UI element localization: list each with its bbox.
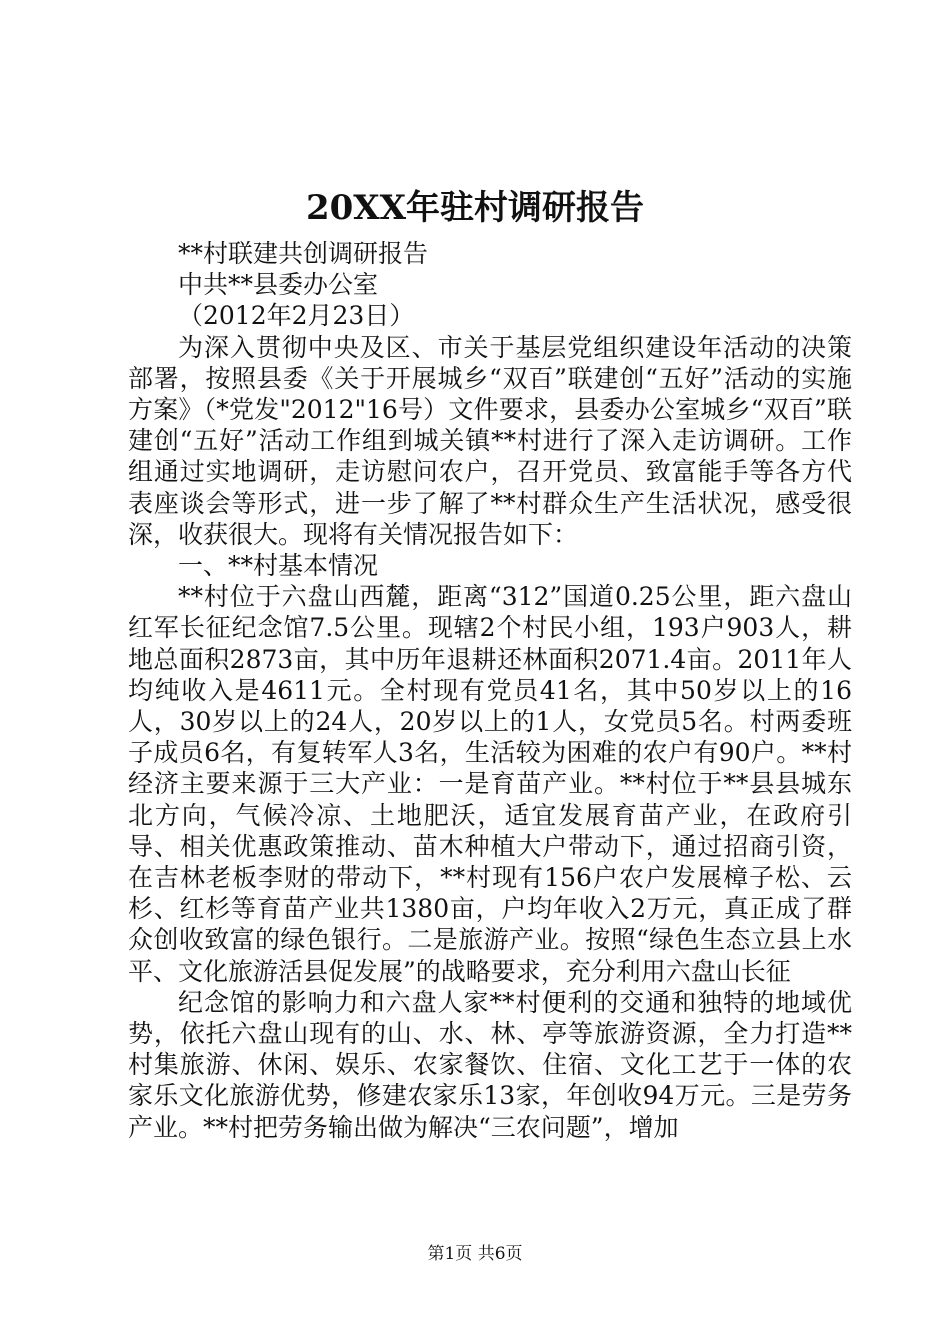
date-paragraph: （2012年2月23日） [178, 301, 415, 331]
section-heading: 一、**村基本情况 [178, 551, 379, 581]
body-paragraph: **村位于六盘山西麓，距离“312”国道0.25公里，距六盘山红军长征纪念馆7.5公里。现辖2个村民小组，193户903人，耕地总面积2873亩，其中历年退耕还林面积2071.4亩。2011年人均纯收入是4611元。全村现有党员41名，其中50岁以上的16人，30岁以上的24人，20岁以上的1人，女党员5名。村两委班子成员6名，有复转军人3名，生活较为困难的农户有90户。**村经济主要来源于三大产业：一是育苗产业。**村位于**县县城东北方向，气候冷凉、土地肥沃，适宜发展育苗产业，在政府引导、相关优惠政策推动、苗木种植大户带动下，通过招商引资，在吉林老板李财的带动下，**村现有156户农户发展樟子松、云杉、红杉等育苗产业共1380亩，户均年收入2万元，真正成了群众创收致富的绿色银行。二是旅游产业。按照“绿色生态立县上水平、文化旅游活县促发展”的战略要求，充分利用六盘山长征 [128, 582, 852, 986]
document-title: 20XX年驻村调研报告 [305, 188, 645, 228]
page-footer: 第1页 共6页 [427, 1244, 523, 1264]
body-paragraph: 纪念馆的影响力和六盘人家**村便利的交通和独特的地域优势，依托六盘山现有的山、水、林、亭等旅游资源，全力打造**村集旅游、休闲、娱乐、农家餐饮、住宿、文化工艺于一体的农家乐文化旅游优势，修建农家乐13家，年创收94万元。三是劳务产业。**村把劳务输出做为解决“三农问题”，增加 [128, 987, 852, 1142]
subtitle-paragraph: **村联建共创调研报告 [178, 239, 429, 268]
intro-paragraph: 为深入贯彻中央及区、市关于基层党组织建设年活动的决策部署，按照县委《关于开展城乡“双百”联建创“五好”活动的实施方案》（*党发"2012"16号）文件要求，县委办公室城乡“双百”联建创“五好”活动工作组到城关镇**村进行了深入走访调研。工作组通过实地调研，走访慰问农户，召开党员、致富能手等各方代表座谈会等形式，进一步了解了**村群众生产生活状况，感受很深，收获很大。现将有关情况报告如下： [128, 332, 852, 549]
document-body [128, 238, 852, 1143]
issuer-paragraph: 中共**县委办公室 [178, 270, 379, 300]
